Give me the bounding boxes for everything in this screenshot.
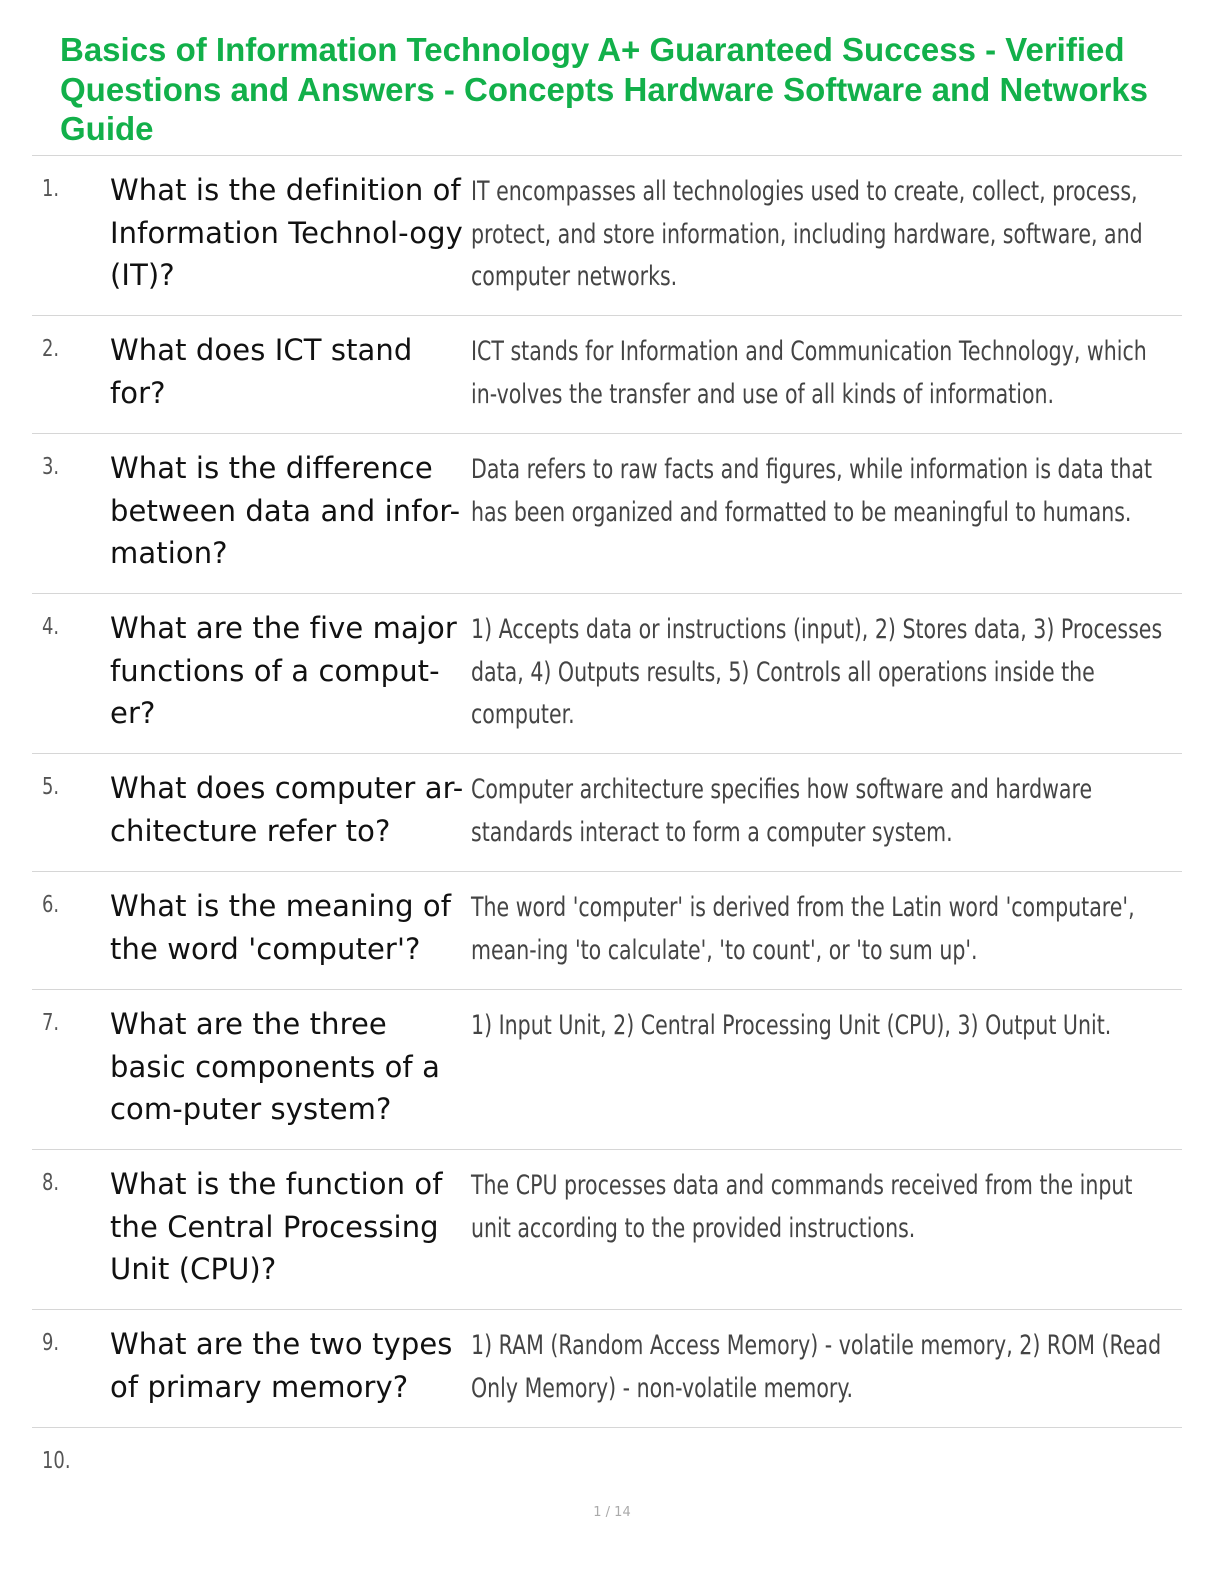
item-number: 4. xyxy=(42,614,60,640)
question-text: What is the definition of Information Technol-ogy (IT)? xyxy=(110,173,463,292)
answer-text: IT encompasses all technologies used to create, collect, process, protect, and store information, including hardware, software, and computer networks. xyxy=(471,176,1143,292)
answer-text: Data refers to raw facts and figures, while information is data that has been organized and formatted to be meaningful to humans. xyxy=(471,454,1153,528)
answer-text: 1) RAM (Random Access Memory) - volatile memory, 2) ROM (Read Only Memory) - non-volatile memory. xyxy=(471,1330,1162,1404)
answer-text: 1) Accepts data or instructions (input), 2) Stores data, 3) Processes data, 4) Outputs results, 5) Controls all operations inside the computer. xyxy=(471,614,1163,730)
qa-item xyxy=(32,594,1182,754)
item-number: 2. xyxy=(42,336,60,362)
item-number: 5. xyxy=(42,774,60,800)
qa-item xyxy=(32,990,1182,1150)
question-text: What does computer ar-chitecture refer to? xyxy=(110,771,464,848)
answer-text: 1) Input Unit, 2) Central Processing Unit (CPU), 3) Output Unit. xyxy=(471,1010,1112,1041)
question-text: What does ICT stand for? xyxy=(110,333,413,410)
qa-item xyxy=(32,1310,1182,1428)
qa-item xyxy=(32,1150,1182,1310)
answer-text: ICT stands for Information and Communication Technology, which in-volves the transfer and use of all kinds of information. xyxy=(471,336,1147,410)
answer-text: Computer architecture specifies how software and hardware standards interact to form a computer system. xyxy=(471,774,1093,848)
question-text: What is the function of the Central Processing Unit (CPU)? xyxy=(110,1167,443,1286)
item-number: 1. xyxy=(42,176,60,202)
answer-text: The word 'computer' is derived from the Latin word 'computare', mean-ing 'to calculate', 'to count', or 'to sum up'. xyxy=(471,892,1135,966)
qa-item xyxy=(32,156,1182,316)
page-indicator: 1 / 14 xyxy=(593,1505,631,1520)
item-number: 9. xyxy=(42,1330,60,1356)
qa-item xyxy=(32,1428,1182,1488)
item-number: 7. xyxy=(42,1010,60,1036)
qa-item xyxy=(32,754,1182,872)
question-text: What are the five major functions of a comput-er? xyxy=(110,611,457,730)
item-number: 10. xyxy=(42,1448,71,1474)
item-number: 6. xyxy=(42,892,60,918)
item-number: 8. xyxy=(42,1170,60,1196)
question-text: What is the difference between data and infor-mation? xyxy=(110,451,461,570)
answer-text: The CPU processes data and commands received from the input unit according to the provided instructions. xyxy=(471,1170,1133,1244)
question-text: What is the meaning of the word 'computer'? xyxy=(110,889,452,966)
qa-item xyxy=(32,872,1182,990)
qa-item xyxy=(32,434,1182,594)
qa-list xyxy=(32,156,1182,1488)
qa-item xyxy=(32,316,1182,434)
document-title: Basics of Information Technology A+ Guaranteed Success - Verified Questions and Answers - Concepts Hardware Software and Networks Guide xyxy=(60,31,1149,147)
question-text: What are the two types of primary memory? xyxy=(110,1327,453,1404)
item-number: 3. xyxy=(42,454,60,480)
question-text: What are the three basic components of a com-puter system? xyxy=(110,1007,440,1126)
